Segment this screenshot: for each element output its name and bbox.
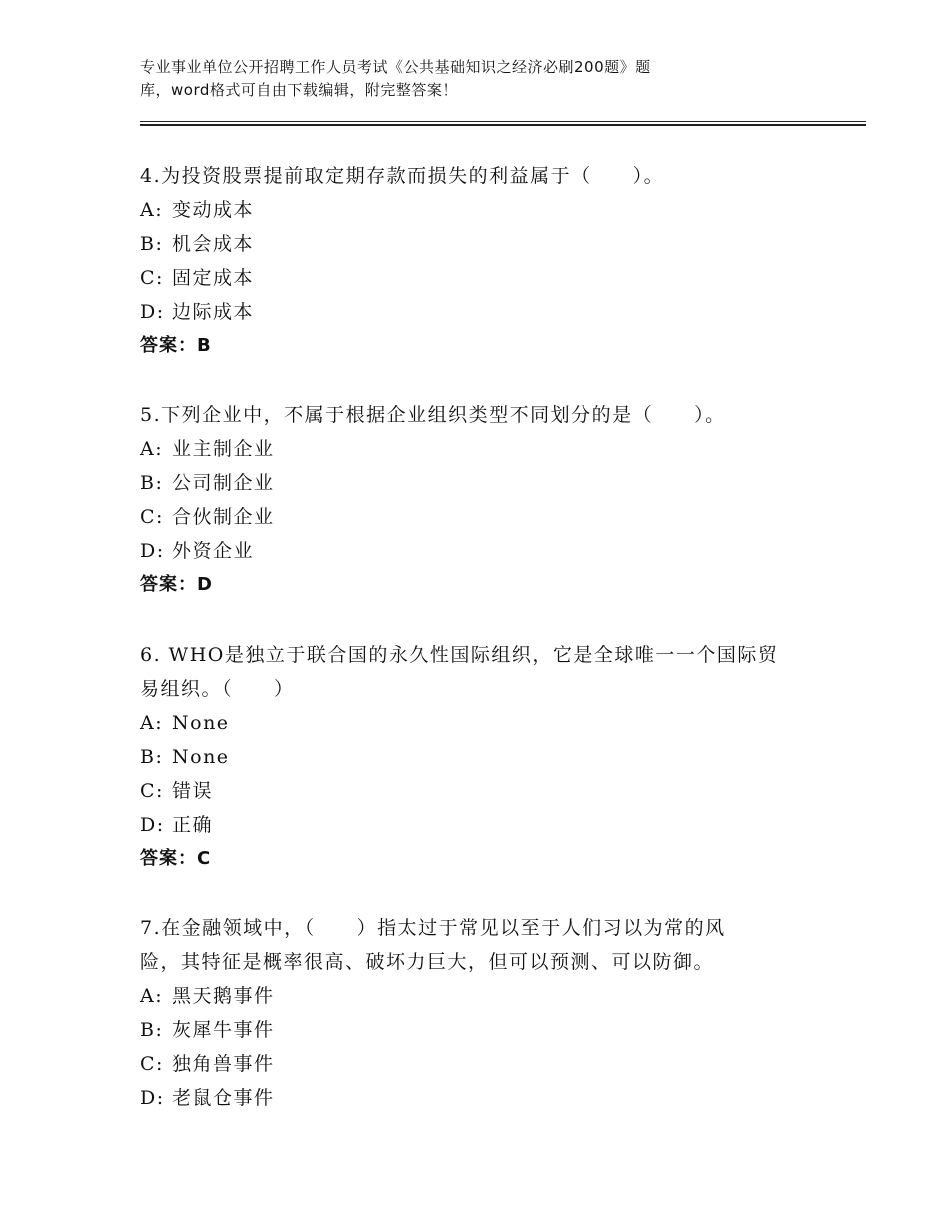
option-text: 变动成本	[172, 199, 255, 221]
option-d	[140, 534, 830, 568]
option-text: 灰犀牛事件	[172, 1019, 275, 1041]
question-stem: 4.为投资股票提前取定期存款而损失的利益属于（ ）。	[140, 165, 665, 187]
option-text: None	[172, 746, 230, 768]
option-text: 独角兽事件	[172, 1053, 275, 1075]
option-c	[140, 1047, 830, 1081]
option-letter: B:	[140, 472, 164, 494]
question-stem: 6. WHO是独立于联合国的永久性国际组织，它是全球唯一一个国际贸	[140, 644, 779, 666]
option-c	[140, 500, 830, 534]
option-letter: D:	[140, 301, 165, 323]
option-letter: B:	[140, 233, 164, 255]
header-title-line-2: 库，word格式可自由下载编辑，附完整答案！	[140, 81, 458, 99]
option-text: 正确	[172, 814, 214, 836]
option-letter: B:	[140, 1019, 164, 1041]
question-stem-continued: 险，其特征是概率很高、破坏力巨大，但可以预测、可以防御。	[140, 951, 715, 973]
option-text: 外资企业	[172, 540, 255, 562]
option-text: 固定成本	[172, 267, 255, 289]
option-letter: A:	[140, 438, 164, 460]
option-c	[140, 261, 830, 295]
option-text: 业主制企业	[172, 438, 275, 460]
option-d	[140, 295, 830, 329]
option-letter: D:	[140, 814, 165, 836]
question-4	[140, 159, 830, 363]
option-letter: C:	[140, 780, 164, 802]
option-letter: C:	[140, 267, 164, 289]
option-b	[140, 227, 830, 261]
option-c	[140, 774, 830, 808]
option-b	[140, 466, 830, 500]
option-letter: A:	[140, 985, 164, 1007]
question-5	[140, 398, 830, 602]
option-a	[140, 979, 830, 1013]
option-text: 公司制企业	[172, 472, 275, 494]
option-letter: A:	[140, 199, 164, 221]
question-stem: 7.在金融领域中，（ ）指太过于常见以至于人们习以为常的风	[140, 917, 726, 939]
header-title-line-1: 专业事业单位公开招聘工作人员考试《公共基础知识之经济必刷200题》题	[140, 58, 651, 76]
option-text: 边际成本	[172, 301, 255, 323]
option-a	[140, 706, 830, 740]
option-a	[140, 432, 830, 466]
option-a	[140, 193, 830, 227]
option-letter: C:	[140, 506, 164, 528]
option-text: None	[172, 712, 230, 734]
question-stem: 5.下列企业中，不属于根据企业组织类型不同划分的是（ ）。	[140, 404, 726, 426]
option-text: 错误	[172, 780, 214, 802]
answer-label: 答案：D	[140, 574, 213, 595]
answer-label: 答案：B	[140, 335, 212, 356]
option-b	[140, 1013, 830, 1047]
document-header	[140, 56, 780, 102]
option-d	[140, 808, 830, 842]
option-letter: C:	[140, 1053, 164, 1075]
option-text: 机会成本	[172, 233, 255, 255]
option-text: 黑天鹅事件	[172, 985, 275, 1007]
question-stem-continued: 易组织。（ ）	[140, 678, 295, 700]
question-6	[140, 638, 830, 876]
option-b	[140, 740, 830, 774]
option-letter: D:	[140, 1087, 165, 1109]
answer-label: 答案：C	[140, 848, 212, 869]
option-text: 老鼠仓事件	[172, 1087, 275, 1109]
option-text: 合伙制企业	[172, 506, 275, 528]
option-letter: A:	[140, 712, 164, 734]
option-letter: B:	[140, 746, 164, 768]
option-letter: D:	[140, 540, 165, 562]
header-divider	[140, 121, 866, 126]
question-7	[140, 911, 830, 1115]
option-d	[140, 1081, 830, 1115]
